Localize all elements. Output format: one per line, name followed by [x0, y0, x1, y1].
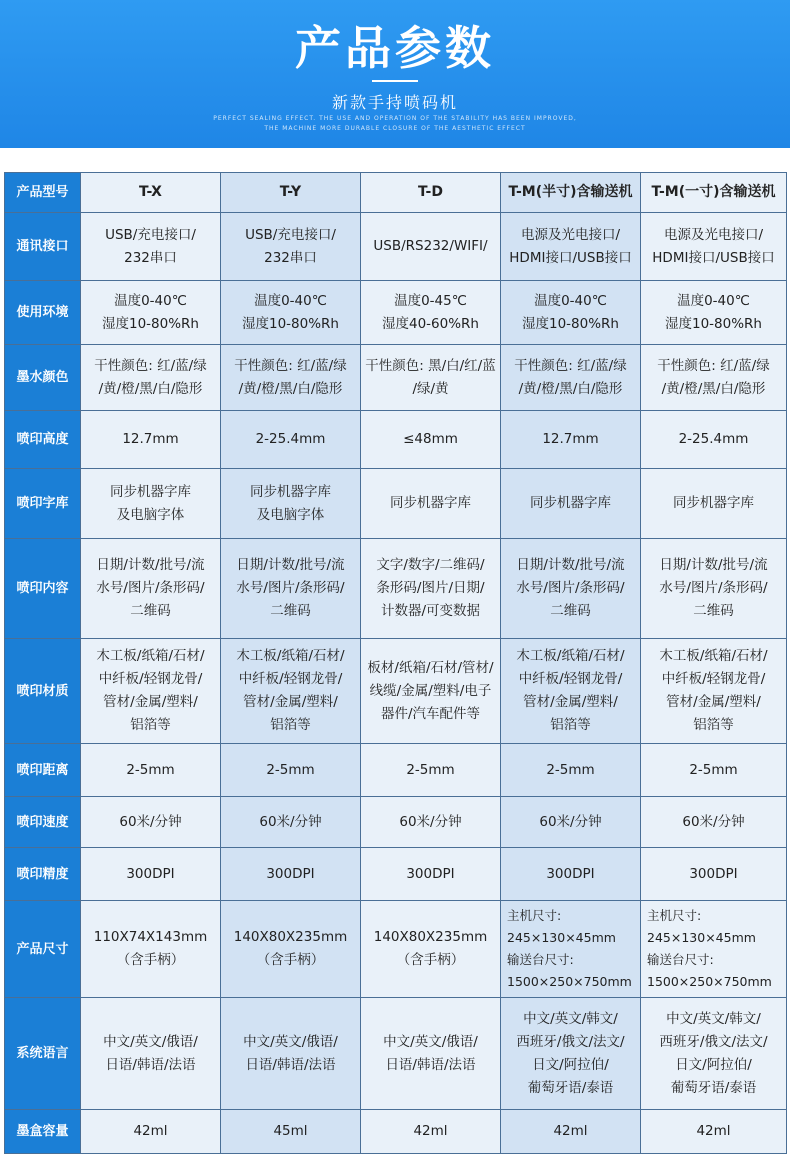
cell-line: 干性颜色: 红/蓝/绿 [234, 357, 347, 374]
cell-line: 木工板/纸箱/石材/ [236, 648, 345, 664]
row-label: 产品尺寸 [5, 901, 81, 998]
cell-line: 干性颜色: 红/蓝/绿 [657, 357, 770, 374]
table-cell [361, 639, 501, 744]
cell-line: 日文/阿拉伯/ [675, 1056, 752, 1073]
cell-line: 同步机器字库 [110, 483, 191, 500]
table-cell [361, 744, 501, 797]
table-cell [361, 213, 501, 281]
table-cell [221, 213, 361, 281]
cell-line: 电源及光电接口/ [520, 226, 621, 243]
cell-line: 西班牙/俄文/法文/ [516, 1033, 625, 1050]
english-tagline-2: THE MACHINE MORE DURABLE CLOSURE OF THE AESTHETIC EFFECT [264, 125, 526, 132]
table-cell [641, 469, 787, 539]
table-cell [361, 848, 501, 901]
row-label: 喷印速度 [5, 797, 81, 848]
cell-line: 及电脑字体 [256, 506, 325, 523]
cell-line: /黄/橙/黑/白/隐形 [238, 380, 343, 397]
cell-line: 日语/韩语/法语 [105, 1056, 196, 1073]
cell-line: （含手柄） [116, 952, 185, 968]
cell-line: 木工板/纸箱/石材/ [96, 648, 205, 664]
cell-line: /绿/黄 [412, 380, 449, 397]
cell-line: 同步机器字库 [390, 495, 471, 511]
cell-line: 器件/汽车配件等 [380, 705, 481, 722]
cell-line: 2-25.4mm [255, 431, 326, 447]
cell-line: 300DPI [406, 865, 455, 882]
cell-line: 2-5mm [126, 761, 175, 778]
table-cell [501, 213, 641, 281]
table-cell [641, 345, 787, 411]
cell-line: （含手柄） [256, 952, 325, 968]
cell-line: 湿度10-80%Rh [522, 315, 619, 332]
table-cell [221, 744, 361, 797]
table-cell [81, 744, 221, 797]
table-cell [641, 901, 787, 998]
table-cell [361, 797, 501, 848]
cell-line: 干性颜色: 黑/白/红/蓝 [365, 357, 496, 374]
cell-line: 葡萄牙语/泰语 [670, 1079, 757, 1096]
cell-line: 管材/金属/塑料/ [666, 694, 761, 710]
table-cell [361, 901, 501, 998]
table-cell [361, 345, 501, 411]
table-cell [641, 411, 787, 469]
cell-line: 2-25.4mm [678, 431, 749, 447]
cell-line: 中纤板/轻钢龙骨/ [518, 671, 623, 687]
table-cell [81, 345, 221, 411]
cell-line: 板材/纸箱/石材/管材/ [367, 659, 494, 676]
cell-line: 中文/英文/韩文/ [666, 1010, 761, 1027]
cell-line: 2-5mm [546, 761, 595, 778]
row-label: 喷印距离 [5, 744, 81, 797]
table-cell [81, 848, 221, 901]
cell-line: 中纤板/轻钢龙骨/ [661, 671, 766, 687]
cell-line: 温度0-40℃ [114, 292, 187, 309]
cell-line: HDMI接口/USB接口 [652, 249, 775, 266]
table-cell [221, 848, 361, 901]
table-row [5, 901, 787, 998]
table-cell [641, 639, 787, 744]
cell-line: 日期/计数/批号/流 [236, 557, 345, 573]
cell-line: 及电脑字体 [116, 506, 185, 523]
cell-line: 中文/英文/俄语/ [383, 1033, 478, 1050]
cell-line: 300DPI [126, 865, 175, 882]
table-cell [361, 411, 501, 469]
cell-line: USB/充电接口/ [245, 226, 336, 243]
cell-line: 主机尺寸: [507, 908, 562, 923]
model-header: T-Y [221, 173, 361, 213]
cell-line: 同步机器字库 [250, 483, 331, 500]
cell-line: 60米/分钟 [259, 813, 322, 830]
table-cell [361, 469, 501, 539]
english-tagline-1: PERFECT SEALING EFFECT. THE USE AND OPERATION OF THE STABILITY HAS BEEN IMPROVED, [213, 115, 577, 122]
table-cell [361, 1110, 501, 1154]
row-label: 通讯接口 [5, 213, 81, 281]
row-label: 使用环境 [5, 281, 81, 345]
cell-line: 日文/阿拉伯/ [532, 1056, 609, 1073]
cell-line: 140X80X235mm [233, 929, 348, 945]
cell-line: 245×130×45mm [647, 930, 756, 945]
table-row [5, 411, 787, 469]
cell-line: 42ml [413, 1123, 448, 1139]
cell-line: 60米/分钟 [682, 813, 745, 830]
table-cell [221, 901, 361, 998]
cell-line: 木工板/纸箱/石材/ [516, 648, 625, 664]
table-cell [81, 469, 221, 539]
table-cell [501, 281, 641, 345]
cell-line: 湿度10-80%Rh [665, 315, 762, 332]
table-cell [501, 744, 641, 797]
cell-line: 铝箔等 [270, 717, 311, 733]
cell-line: 湿度10-80%Rh [102, 315, 199, 332]
table-cell [641, 848, 787, 901]
table-row [5, 639, 787, 744]
table-header-row [5, 173, 787, 213]
table-cell [361, 281, 501, 345]
title-divider [372, 80, 418, 82]
table-cell [501, 998, 641, 1110]
cell-line: 水号/图片/条形码/ [659, 580, 768, 596]
cell-line: 铝箔等 [693, 717, 734, 733]
cell-line: 42ml [696, 1123, 731, 1139]
cell-line: 输送台尺寸: [507, 952, 574, 967]
table-cell [81, 411, 221, 469]
page-title: 产品参数 [295, 21, 495, 75]
table-cell [81, 213, 221, 281]
header-banner [0, 0, 790, 148]
cell-line: 日期/计数/批号/流 [516, 557, 625, 573]
cell-line: 湿度10-80%Rh [242, 315, 339, 332]
table-cell [81, 901, 221, 998]
row-label: 喷印材质 [5, 639, 81, 744]
cell-line: 12.7mm [122, 431, 179, 447]
cell-line: 计数器/可变数据 [380, 603, 481, 619]
table-cell [361, 539, 501, 639]
cell-line: 2-5mm [266, 761, 315, 778]
cell-line: 二维码 [550, 603, 591, 619]
table-cell [501, 639, 641, 744]
cell-line: 铝箔等 [550, 717, 591, 733]
table-row [5, 998, 787, 1110]
table-row [5, 1110, 787, 1154]
cell-line: 中纤板/轻钢龙骨/ [238, 671, 343, 687]
cell-line: 中纤板/轻钢龙骨/ [98, 671, 203, 687]
cell-line: ≤48mm [403, 431, 458, 447]
cell-line: 300DPI [546, 865, 595, 882]
cell-line: 水号/图片/条形码/ [96, 580, 205, 596]
table-cell [501, 411, 641, 469]
cell-line: 输送台尺寸: [647, 952, 714, 967]
cell-line: 日语/韩语/法语 [245, 1056, 336, 1073]
cell-line: 电源及光电接口/ [663, 226, 764, 243]
table-cell [221, 345, 361, 411]
cell-line: 湿度40-60%Rh [382, 315, 479, 332]
cell-line: 管材/金属/塑料/ [103, 694, 198, 710]
cell-line: 西班牙/俄文/法文/ [659, 1033, 768, 1050]
cell-line: 110X74X143mm [93, 929, 208, 945]
table-cell [221, 797, 361, 848]
cell-line: 干性颜色: 红/蓝/绿 [514, 357, 627, 374]
table-cell [501, 848, 641, 901]
cell-line: 2-5mm [406, 761, 455, 778]
cell-line: 日期/计数/批号/流 [659, 557, 768, 573]
table-cell [361, 998, 501, 1110]
table-row [5, 345, 787, 411]
page-subtitle: 新款手持喷码机 [331, 93, 458, 112]
cell-line: 1500×250×750mm [507, 974, 632, 989]
table-cell [641, 1110, 787, 1154]
cell-line: 温度0-45℃ [394, 292, 467, 309]
cell-line: /黄/橙/黑/白/隐形 [518, 380, 623, 397]
cell-line: 300DPI [266, 865, 315, 882]
cell-line: 300DPI [689, 865, 738, 882]
row-label: 系统语言 [5, 998, 81, 1110]
row-label: 墨水颜色 [5, 345, 81, 411]
table-cell [221, 281, 361, 345]
table-cell [221, 469, 361, 539]
cell-line: 42ml [133, 1123, 168, 1139]
model-header: T-M(一寸)含输送机 [641, 173, 787, 213]
spec-table [4, 172, 787, 1154]
cell-line: 日语/韩语/法语 [385, 1056, 476, 1073]
table-cell [221, 639, 361, 744]
cell-line: 中文/英文/韩文/ [523, 1010, 618, 1027]
cell-line: 温度0-40℃ [254, 292, 327, 309]
table-cell [81, 639, 221, 744]
cell-line: 60米/分钟 [539, 813, 602, 830]
cell-line: 232串口 [264, 249, 317, 266]
table-cell [501, 345, 641, 411]
table-cell [221, 539, 361, 639]
model-header: T-D [361, 173, 501, 213]
cell-line: 中文/英文/俄语/ [243, 1033, 338, 1050]
row-label: 喷印内容 [5, 539, 81, 639]
cell-line: 12.7mm [542, 431, 599, 447]
table-row [5, 281, 787, 345]
cell-line: （含手柄） [396, 952, 465, 968]
cell-line: 干性颜色: 红/蓝/绿 [94, 357, 207, 374]
cell-line: 中文/英文/俄语/ [103, 1033, 198, 1050]
cell-line: 60米/分钟 [119, 813, 182, 830]
cell-line: 葡萄牙语/泰语 [527, 1079, 614, 1096]
table-cell [641, 998, 787, 1110]
table-cell [221, 411, 361, 469]
cell-line: 245×130×45mm [507, 930, 616, 945]
cell-line: USB/RS232/WIFI/ [373, 238, 488, 254]
table-cell [641, 744, 787, 797]
model-header: T-M(半寸)含输送机 [501, 173, 641, 213]
cell-line: 水号/图片/条形码/ [516, 580, 625, 596]
row-label: 产品型号 [5, 173, 81, 213]
cell-line: /黄/橙/黑/白/隐形 [98, 380, 203, 397]
cell-line: 主机尺寸: [647, 908, 702, 923]
table-cell [81, 539, 221, 639]
table-cell [641, 797, 787, 848]
cell-line: 同步机器字库 [673, 495, 754, 511]
cell-line: 140X80X235mm [373, 929, 488, 945]
table-cell [221, 1110, 361, 1154]
cell-line: 60米/分钟 [399, 813, 462, 830]
cell-line: 温度0-40℃ [677, 292, 750, 309]
cell-line: 二维码 [130, 603, 171, 619]
table-row [5, 469, 787, 539]
table-row [5, 213, 787, 281]
table-cell [81, 281, 221, 345]
cell-line: 42ml [553, 1123, 588, 1139]
model-header: T-X [81, 173, 221, 213]
cell-line: 2-5mm [689, 761, 738, 778]
cell-line: 条形码/图片/日期/ [376, 580, 485, 596]
cell-line: 温度0-40℃ [534, 292, 607, 309]
row-label: 喷印字库 [5, 469, 81, 539]
cell-line: HDMI接口/USB接口 [509, 249, 632, 266]
cell-line: 45ml [273, 1123, 308, 1139]
table-row [5, 744, 787, 797]
table-cell [501, 797, 641, 848]
row-label: 墨盒容量 [5, 1110, 81, 1154]
table-row [5, 797, 787, 848]
row-label: 喷印精度 [5, 848, 81, 901]
cell-line: USB/充电接口/ [105, 226, 196, 243]
table-cell [501, 1110, 641, 1154]
cell-line: /黄/橙/黑/白/隐形 [661, 380, 766, 397]
cell-line: 232串口 [124, 249, 177, 266]
cell-line: 二维码 [270, 603, 311, 619]
table-row [5, 848, 787, 901]
cell-line: 管材/金属/塑料/ [523, 694, 618, 710]
cell-line: 1500×250×750mm [647, 974, 772, 989]
table-cell [641, 213, 787, 281]
cell-line: 线缆/金属/塑料/电子 [369, 682, 492, 699]
table-cell [81, 797, 221, 848]
table-cell [501, 539, 641, 639]
table-cell [641, 281, 787, 345]
cell-line: 管材/金属/塑料/ [243, 694, 338, 710]
table-cell [501, 901, 641, 998]
table-row [5, 539, 787, 639]
cell-line: 文字/数字/二维码/ [376, 557, 485, 573]
cell-line: 同步机器字库 [530, 495, 611, 511]
cell-line: 铝箔等 [130, 717, 171, 733]
table-cell [501, 469, 641, 539]
cell-line: 二维码 [693, 603, 734, 619]
cell-line: 日期/计数/批号/流 [96, 557, 205, 573]
table-cell [641, 539, 787, 639]
row-label: 喷印高度 [5, 411, 81, 469]
cell-line: 水号/图片/条形码/ [236, 580, 345, 596]
table-cell [81, 998, 221, 1110]
cell-line: 木工板/纸箱/石材/ [659, 648, 768, 664]
table-cell [81, 1110, 221, 1154]
table-cell [221, 998, 361, 1110]
